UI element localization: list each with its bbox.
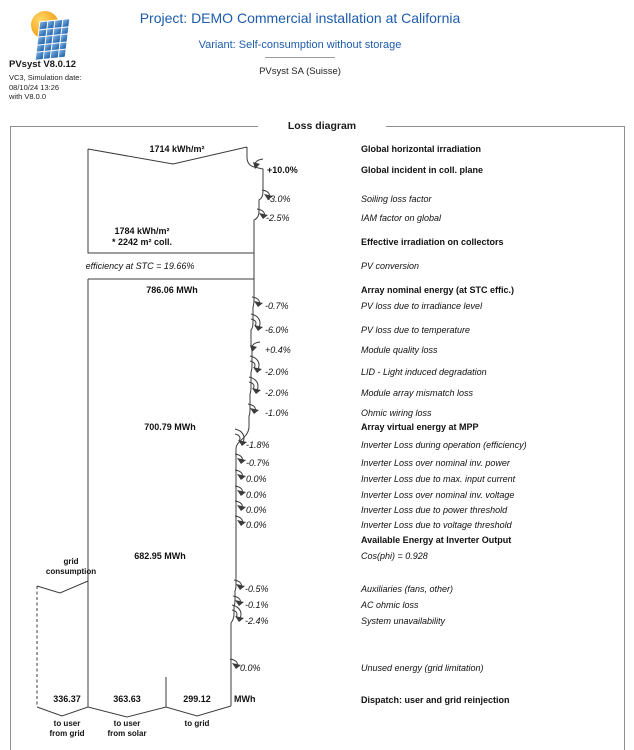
simulation-meta-line: VC3, Simulation date: — [9, 73, 82, 82]
loss-percent: -2.5% — [266, 213, 290, 223]
loss-percent: -2.0% — [265, 388, 289, 398]
loss-percent: -0.7% — [246, 458, 270, 468]
flow-label-to-user-from-solar: to user from solar — [107, 719, 147, 738]
main-flow-outline — [88, 279, 254, 707]
loss-label: Ohmic wiring loss — [361, 408, 432, 418]
loss-percent: -1.0% — [265, 408, 289, 418]
loss-label: LID - Light induced degradation — [361, 367, 487, 377]
flow-value: 682.95 MWh — [134, 551, 186, 561]
arrowhead-icon — [253, 367, 262, 373]
flow-value: 1784 kWh/m² — [114, 226, 170, 236]
value-to-user-from-grid: 336.37 — [53, 694, 81, 704]
value-to-user-from-solar: 363.63 — [113, 694, 141, 704]
flow-label-to-user-from-grid: to user from grid — [49, 719, 85, 738]
arrowhead-icon — [235, 600, 244, 606]
loss-label: Inverter Loss over nominal inv. power — [361, 458, 510, 468]
loss-label: Inverter Loss over nominal inv. voltage — [361, 490, 515, 500]
loss-label: Global horizontal irradiation — [361, 144, 482, 154]
loss-percent: -3.0% — [267, 194, 291, 204]
loss-label: PV conversion — [361, 261, 420, 271]
flow-value: 786.06 MWh — [146, 285, 198, 295]
loss-percent: -0.5% — [245, 584, 269, 594]
simulation-meta-line: with V8.0.0 — [9, 92, 47, 101]
arrowhead-icon — [237, 490, 246, 496]
loss-percent: -1.8% — [246, 440, 270, 450]
loss-label: PV loss due to temperature — [361, 325, 471, 335]
loss-percent: +0.4% — [265, 345, 291, 355]
loss-label: Array virtual energy at MPP — [361, 422, 479, 432]
loss-label: Dispatch: user and grid reinjection — [361, 695, 510, 705]
loss-percent: 0.0% — [240, 663, 261, 673]
value-to-grid: 299.12 — [183, 694, 211, 704]
loss-label: Inverter Loss due to voltage threshold — [361, 520, 512, 530]
loss-label: Module array mismatch loss — [361, 388, 474, 398]
loss-label: Effective irradiation on collectors — [361, 237, 504, 247]
loss-percent: -2.4% — [245, 616, 269, 626]
loss-label: IAM factor on global — [361, 213, 442, 223]
loss-arrow-icon — [235, 434, 240, 441]
loss-percent: 0.0% — [246, 505, 267, 515]
simulation-date: 08/10/24 13:26 — [9, 82, 60, 92]
loss-percent: 0.0% — [246, 490, 267, 500]
loss-label: Global incident in coll. plane — [361, 165, 484, 175]
loss-percent: -0.7% — [265, 301, 289, 311]
loss-label: Inverter Loss due to max. input current — [361, 474, 516, 484]
loss-label: Inverter Loss due to power threshold — [361, 505, 508, 515]
arrowhead-icon — [250, 345, 257, 352]
dispatch-unit: MWh — [234, 694, 256, 704]
flow-value: efficiency at STC = 19.66% — [85, 261, 195, 271]
loss-percent: 0.0% — [246, 520, 267, 530]
arrowhead-icon — [237, 458, 246, 464]
flow-label-to-grid: to grid — [184, 719, 210, 728]
loss-percent: -2.0% — [265, 367, 289, 377]
arrowhead-icon — [252, 388, 261, 394]
grid-consumption-label: grid consumption — [45, 557, 97, 576]
loss-percent: -0.1% — [245, 600, 269, 610]
arrowhead-icon — [237, 474, 246, 480]
loss-label: Inverter Loss during operation (efficiency) — [361, 440, 527, 450]
company-name: PVsyst SA (Suisse) — [259, 66, 341, 77]
arrowhead-icon — [235, 616, 244, 622]
software-version: PVsyst V8.0.12 — [9, 59, 77, 70]
arrowhead-icon — [250, 408, 259, 414]
flow-value: 700.79 MWh — [144, 422, 196, 432]
dispatch-bottom-outline — [37, 706, 231, 717]
grid-consumption-notch — [37, 581, 88, 593]
loss-label: Auxiliaries (fans, other) — [361, 584, 454, 594]
loss-label: System unavailability — [361, 616, 446, 626]
loss-percent: 0.0% — [246, 474, 267, 484]
variant-title: Variant: Self-consumption without storage — [198, 39, 402, 51]
loss-diagram-title: Loss diagram — [258, 120, 386, 132]
loss-label: PV loss due to irradiance level — [361, 301, 483, 311]
flow-value: * 2242 m² coll. — [111, 237, 173, 247]
arrowhead-icon — [237, 505, 246, 511]
loss-label: Array nominal energy (at STC effic.) — [361, 285, 515, 295]
loss-label: AC ohmic loss — [361, 600, 419, 610]
arrowhead-icon — [254, 325, 263, 331]
loss-label: Module quality loss — [361, 345, 438, 355]
loss-label: Available Energy at Inverter Output — [361, 535, 512, 545]
arrowhead-icon — [236, 584, 245, 590]
loss-percent: -6.0% — [265, 325, 289, 335]
project-title: Project: DEMO Commercial installation at California — [139, 10, 461, 26]
loss-label: Unused energy (grid limitation) — [361, 663, 484, 673]
flow-value: 1714 kWh/m² — [149, 144, 205, 154]
arrowhead-icon — [254, 301, 263, 307]
loss-label: Soiling loss factor — [361, 194, 432, 204]
loss-label: Cos(phi) = 0.928 — [361, 551, 428, 561]
arrowhead-icon — [237, 520, 246, 526]
loss-percent: +10.0% — [267, 165, 298, 175]
